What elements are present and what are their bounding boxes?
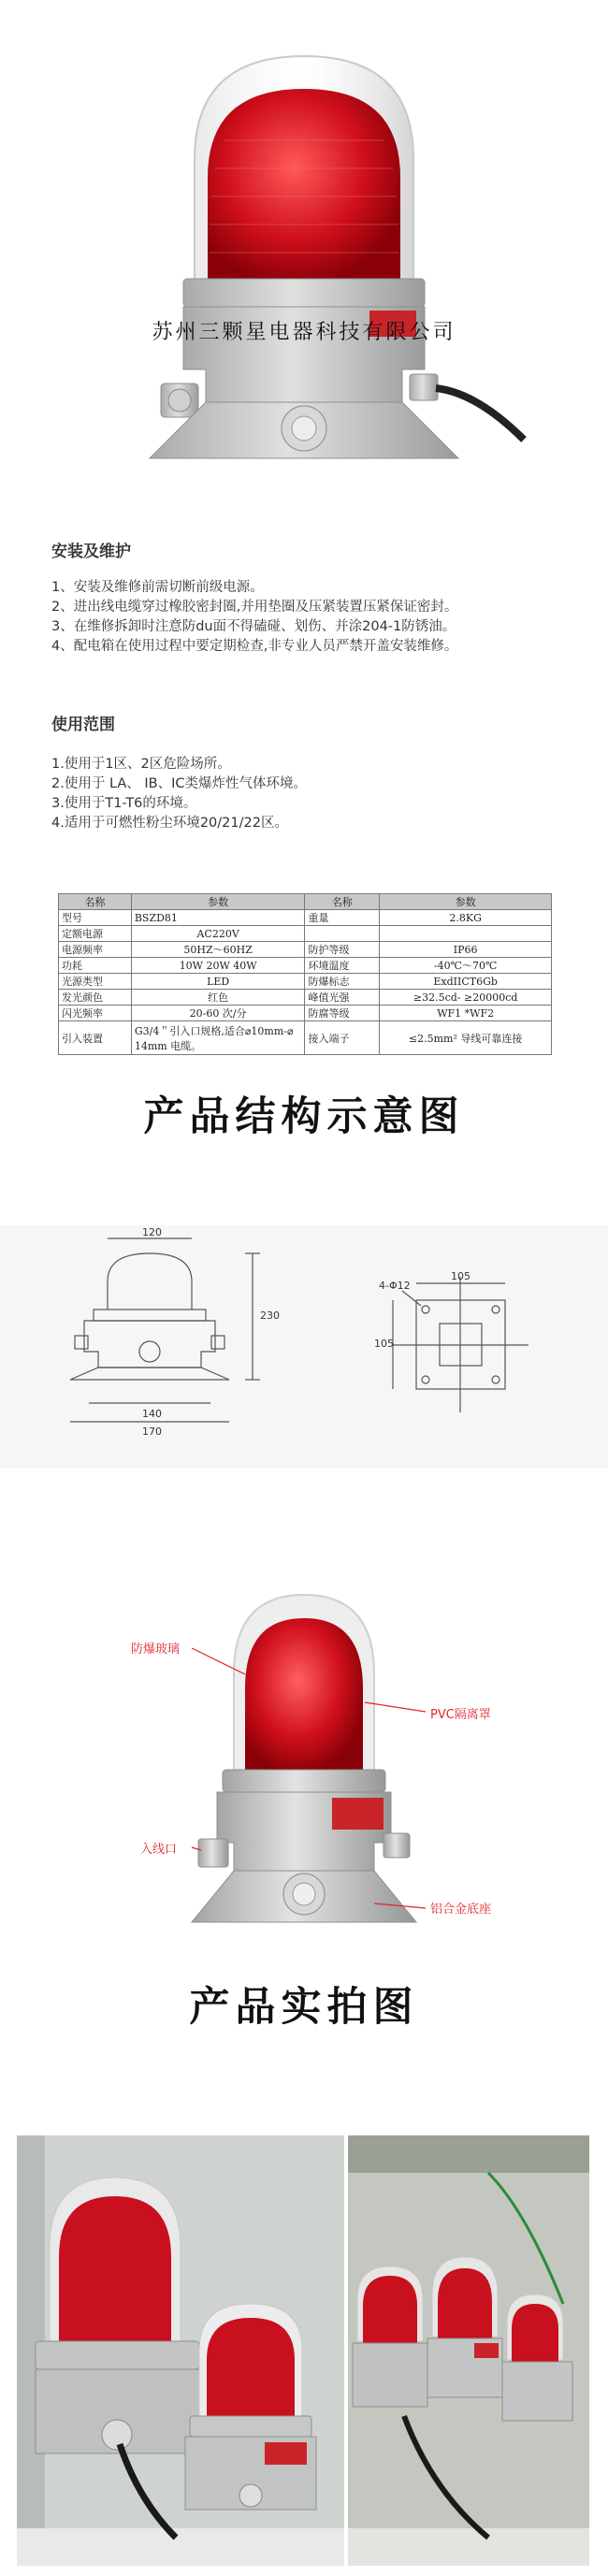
spec-cell: 20-60 次/分 (131, 1006, 305, 1021)
spec-cell: IP66 (380, 942, 552, 958)
scope-title: 使用范围 (51, 716, 115, 734)
spec-cell: 接入端子 (305, 1021, 380, 1055)
spec-cell: 防护等级 (305, 942, 380, 958)
spec-row (59, 1021, 552, 1055)
spec-row (59, 942, 552, 958)
spec-row (59, 910, 552, 926)
spec-row (59, 1006, 552, 1021)
photos-title: 产品实拍图 (189, 1984, 419, 2031)
spec-cell: LED (131, 974, 305, 990)
spec-cell: 峰值光强 (305, 990, 380, 1006)
install-title: 安装及维护 (51, 543, 131, 561)
labeled-lamp-illustration (0, 1562, 608, 1955)
install-item: 1、安装及维修前需切断前级电源。 (51, 580, 264, 595)
label-inlet: 入线口 (140, 1843, 178, 1857)
spec-cell: 发光颜色 (59, 990, 132, 1006)
spec-cell: AC220V (131, 926, 305, 942)
spec-header-cell: 名称 (59, 894, 132, 910)
spec-cell: 防爆标志 (305, 974, 380, 990)
labeled-product (0, 1562, 608, 1955)
spec-cell: -40℃～70℃ (380, 958, 552, 974)
scope-item: 4.适用于可燃性粉尘环境20/21/22区。 (51, 816, 288, 831)
dim-label-height: 230 (260, 1310, 280, 1322)
product-photo-2 (348, 2135, 589, 2566)
dim-label-holes: 4-Φ12 (379, 1280, 411, 1292)
scope-section (51, 711, 575, 833)
spec-cell (380, 926, 552, 942)
spec-cell: 10W 20W 40W (131, 958, 305, 974)
spec-cell: 红色 (131, 990, 305, 1006)
spec-row (59, 974, 552, 990)
lamp-hero-illustration (0, 0, 608, 496)
dim-label-top: 120 (142, 1226, 162, 1238)
label-pvc: PVC隔离罩 (430, 1708, 491, 1722)
spec-cell (305, 926, 380, 942)
spec-cell: ≥32.5cd- ≥20000cd (380, 990, 552, 1006)
spec-header-cell: 参数 (131, 894, 305, 910)
spec-cell: 功耗 (59, 958, 132, 974)
spec-cell: 光源类型 (59, 974, 132, 990)
dimension-drawing (0, 1225, 608, 1469)
spec-cell: 闪光频率 (59, 1006, 132, 1021)
spec-row (59, 958, 552, 974)
scope-item: 2.使用于 LA、 IB、IC类爆炸性气体环境。 (51, 776, 308, 791)
hero-product-image (0, 0, 608, 496)
spec-header-cell: 名称 (305, 894, 380, 910)
scope-item: 3.使用于T1-T6的环境。 (51, 796, 197, 811)
spec-cell: 型号 (59, 910, 132, 926)
product-photo-1 (17, 2135, 344, 2566)
spec-cell: 环境温度 (305, 958, 380, 974)
spec-cell: 引入装置 (59, 1021, 132, 1055)
spec-cell: 定额电源 (59, 926, 132, 942)
photo-2-scene (348, 2135, 589, 2566)
dim-label-width: 105 (451, 1270, 470, 1282)
spec-cell: 电源频率 (59, 942, 132, 958)
spec-cell: ExdIICT6Gb (380, 974, 552, 990)
spec-cell: 重量 (305, 910, 380, 926)
dim-label-overall: 170 (142, 1425, 162, 1438)
photo-1-scene (17, 2135, 344, 2566)
install-item: 4、配电箱在使用过程中要定期检查,非专业人员严禁开盖安装维修。 (51, 639, 458, 654)
spec-cell: 2.8KG (380, 910, 552, 926)
spec-table (58, 893, 552, 1055)
install-item: 2、进出线电缆穿过橡胶密封圈,并用垫圈及压紧装置压紧保证密封。 (51, 600, 458, 615)
spec-header-row (59, 894, 552, 910)
spec-cell: 防腐等级 (305, 1006, 380, 1021)
label-glass: 防爆玻璃 (131, 1643, 181, 1657)
spec-row (59, 990, 552, 1006)
spec-cell: BSZD81 (131, 910, 305, 926)
scope-item: 1.使用于1区、2区危险场所。 (51, 757, 231, 772)
spec-cell: G3/4＂引入口规格,适合⌀10mm-⌀ 14mm 电缆。 (131, 1021, 305, 1055)
spec-cell: 50HZ～60HZ (131, 942, 305, 958)
structure-title: 产品结构示意图 (143, 1093, 465, 1140)
install-item: 3、在维修拆卸时注意防du面不得磕碰、划伤、并涂204-1防锈油。 (51, 619, 456, 634)
dim-label-depth: 105 (374, 1338, 394, 1350)
company-name: 苏州三颗星电器科技有限公司 (152, 321, 456, 344)
technical-drawing (0, 1225, 608, 1469)
label-base: 铝合金底座 (430, 1903, 492, 1917)
spec-row (59, 926, 552, 942)
spec-cell: ≤2.5mm² 导线可靠连接 (380, 1021, 552, 1055)
spec-header-cell: 参数 (380, 894, 552, 910)
spec-cell: WF1 *WF2 (380, 1006, 552, 1021)
dim-label-base: 140 (142, 1408, 162, 1420)
install-section (51, 538, 575, 657)
